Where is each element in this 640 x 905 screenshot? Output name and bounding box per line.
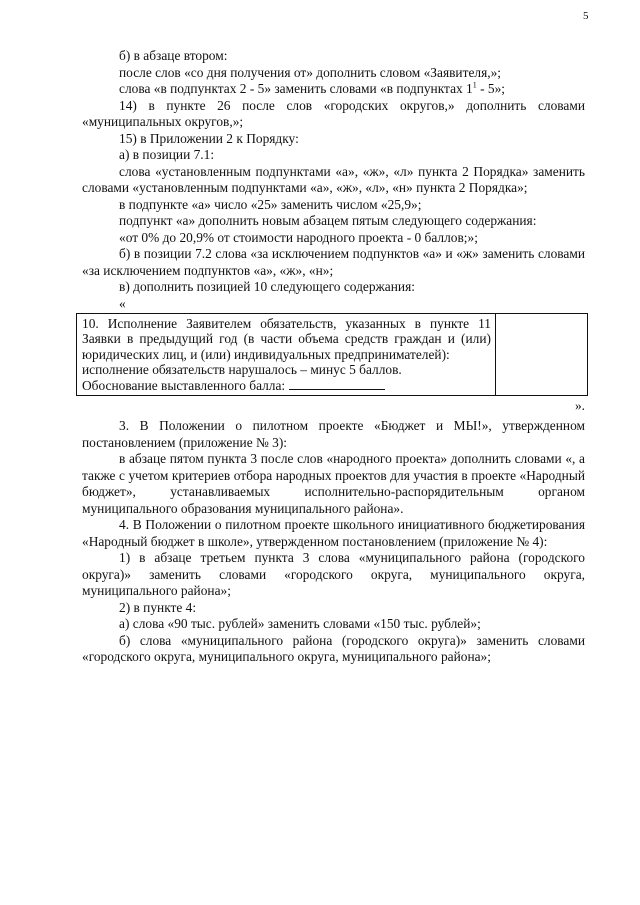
paragraph: а) слова «90 тыс. рублей» заменить словами «150 тыс. рублей»; bbox=[119, 616, 481, 632]
opening-quote: « bbox=[119, 295, 126, 311]
paragraph: 3. В Положении о пилотном проекте «Бюджет и МЫ!», утвержденном постановлением (приложение № 3): bbox=[82, 418, 585, 450]
paragraph: подпункт «а» дополнить новым абзацем пятым следующего содержания: bbox=[119, 213, 537, 228]
paragraph: а) в позиции 7.1: bbox=[119, 147, 215, 162]
paragraph: после слов «со дня получения от» дополнить словом «Заявителя,»; bbox=[119, 64, 501, 80]
criteria-table bbox=[76, 313, 588, 397]
paragraph: слова «установленным подпунктами «а», «ж», «л» пункта 2 Порядка» заменить словами «установленным подпунктами «а», «ж», «л», «н» пункта 2 Порядка»; bbox=[82, 163, 585, 195]
paragraph: б) в абзаце втором: bbox=[119, 48, 228, 63]
document-body bbox=[82, 48, 585, 666]
criterion-rule: исполнение обязательств нарушалось – минус 5 баллов. bbox=[82, 362, 402, 378]
paragraph: 15) в Приложении 2 к Порядку: bbox=[119, 130, 299, 146]
paragraph: 14) в пункте 26 после слов «городских округов,» дополнить словами «муниципальных округов,»; bbox=[82, 97, 585, 129]
paragraph: б) в позиции 7.2 слова «за исключением подпунктов «а» и «ж» заменить словами «за исключением подпунктов «а», «ж», «н»; bbox=[82, 246, 585, 278]
table-cell-criterion bbox=[77, 313, 496, 396]
paragraph: 4. В Положении о пилотном проекте школьного инициативного бюджетирования «Народный бюджет в школе», утвержденном постановлением (приложение № 4): bbox=[82, 517, 585, 549]
paragraph: 1) в абзаце третьем пункта 3 слова «муниципального района (городского округа)» заменить словами «городского округа, муниципального округа, муниципального района»; bbox=[82, 550, 585, 599]
paragraph: «от 0% до 20,9% от стоимости народного проекта - 0 баллов;»; bbox=[119, 229, 478, 245]
paragraph: слова «в подпунктах 2 - 5» заменить словами «в подпунктах $1^1 - 5$»; bbox=[119, 80, 506, 96]
table-row bbox=[77, 313, 588, 396]
justification-line: Обоснование выставленного балла: bbox=[82, 378, 491, 394]
closing-quote: ». bbox=[574, 398, 585, 414]
criterion-text: 10. Исполнение Заявителем обязательств, указанных в пункте 11 Заявки в предыдущий год (в части объема средств граждан и (или) юридических лиц, и (или) индивидуальных предпринимателей): bbox=[82, 315, 491, 362]
superscript: 1 bbox=[472, 80, 477, 90]
paragraph: б) слова «муниципального района (городского округа)» заменить словами «городского округа, муниципального округа, муниципального района»; bbox=[82, 632, 585, 665]
paragraph: в абзаце пятом пункта 3 после слов «народного проекта» дополнить словами «, а также с учетом критериев отбора народных проектов для участия в проекте «Народный бюджет», устанавливаемых исполнительно-распорядительным органом муниципального образования муниципального района». bbox=[82, 451, 585, 516]
table-cell-score bbox=[496, 313, 588, 396]
paragraph: в) дополнить позицией 10 следующего содержания: bbox=[119, 279, 415, 294]
paragraph: в подпункте «а» число «25» заменить числом «25,9»; bbox=[119, 196, 422, 212]
blank-field bbox=[289, 378, 385, 390]
paragraph: 2) в пункте 4: bbox=[119, 599, 197, 615]
page-number: 5 bbox=[583, 10, 589, 22]
